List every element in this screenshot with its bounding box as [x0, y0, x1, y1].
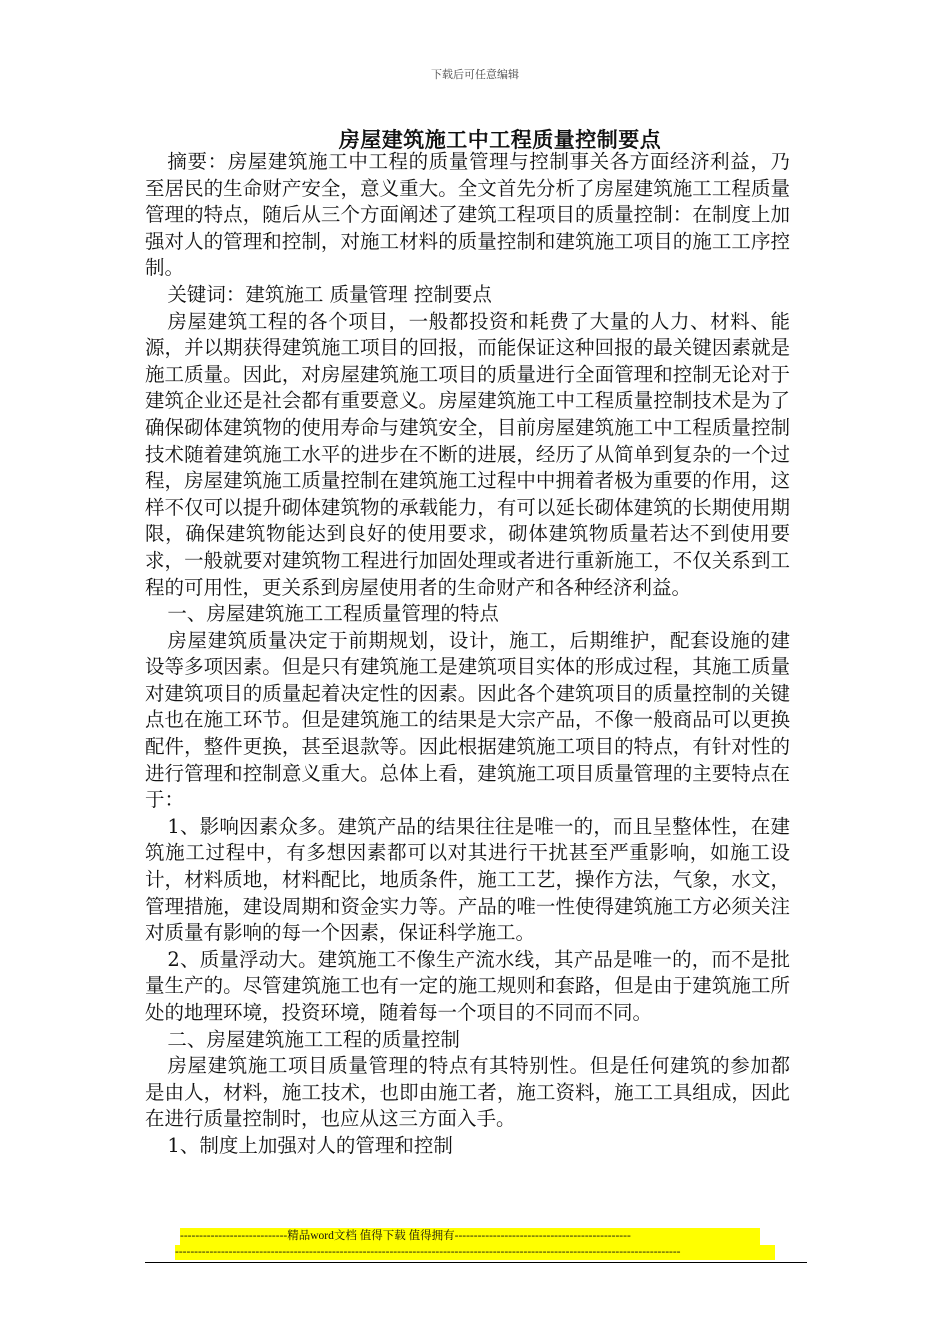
keywords-paragraph: 关键词：建筑施工 质量管理 控制要点 — [167, 282, 492, 306]
footer-rule — [145, 1262, 807, 1263]
subsection-heading-1: 1、制度上加强对人的管理和控制 — [167, 1133, 453, 1157]
abstract-paragraph: 摘要：房屋建筑施工中工程的质量管理与控制事关各方面经济利益，乃至居民的生命财产安全，意义重大。全文首先分析了房屋建筑施工工程质量管理的特点，随后从三个方面阐述了建筑工程项目的质量控制：在制度上加强对人的管理和控制，对施工材料的质量控制和建筑施工项目的施工工序控制。 — [145, 150, 790, 280]
body-paragraph: 房屋建筑质量决定于前期规划，设计，施工，后期维护，配套设施的建设等多项因素。但是只有建筑施工是建筑项目实体的形成过程，其施工质量对建筑项目的质量起着决定性的因素。因此各个建筑项目的质量控制的关键点也在施工环节。但是建筑施工的结果是大宗产品，不像一般商品可以更换配件，整件更换，甚至退款等。因此根据建筑施工项目的特点，有针对性的进行管理和控制意义重大。总体上看，建筑施工项目质量管理的主要特点在于： — [145, 628, 790, 812]
section-heading-1: 一、房屋建筑施工工程质量管理的特点 — [167, 602, 499, 626]
footer-banner-line-2: ------------------------------------------------------------------------------------------------------------------------------------ — [175, 1245, 775, 1260]
body-paragraph: 房屋建筑工程的各个项目，一般都投资和耗费了大量的人力、材料、能源，并以期获得建筑施工项目的回报，而能保证这种回报的最关键因素就是施工质量。因此，对房屋建筑施工项目的质量进行全面管理和控制无论对于建筑企业还是社会都有重要意义。房屋建筑施工中工程质量控制技术是为了确保砌体建筑物的使用寿命与建筑安全，目前房屋建筑施工中工程质量控制技术随着建筑施工水平的进步在不断的进展，经历了从简单到复杂的一个过程，房屋建筑施工质量控制在建筑施工过程中中拥着者极为重要的作用，这样不仅可以提升砌体建筑物的承载能力，有可以延长砌体建筑的长期使用期限，确保建筑物能达到良好的使用要求，砌体建筑物质量若达不到使用要求，一般就要对建筑物工程进行加固处理或者进行重新施工，不仅关系到工程的可用性，更关系到房屋使用者的生命财产和各种经济利益。 — [145, 309, 790, 599]
document-title: 房屋建筑施工中工程质量控制要点 — [338, 127, 662, 152]
section-heading-2: 二、房屋建筑施工工程的质量控制 — [167, 1027, 460, 1051]
list-item-2: 2、质量浮动大。建筑施工不像生产流水线，其产品是唯一的，而不是批量生产的。尽管建筑施工也有一定的施工规则和套路，但是由于建筑施工所处的地理环境，投资环境，随着每一个项目的不同而不同。 — [145, 947, 790, 1024]
body-paragraph: 房屋建筑施工项目质量管理的特点有其特别性。但是任何建筑的参加都是由人，材料，施工技术，也即由施工者，施工资料，施工工具组成，因此在进行质量控制时，也应从这三方面入手。 — [145, 1054, 790, 1131]
page-header: 下载后可任意编辑 — [431, 68, 519, 81]
document-body — [145, 149, 790, 1160]
list-item-1: 1、影响因素众多。建筑产品的结果往往是唯一的，而且呈整体性，在建筑施工过程中，有多想因素都可以对其进行干扰甚至严重影响，如施工设计，材料质地，材料配比，地质条件，施工工艺，操作方法，气象，水文，管理措施，建设周期和资金实力等。产品的唯一性使得建筑施工方必须关注对质量有影响的每一个因素，保证科学施工。 — [145, 814, 790, 945]
footer-banner-line-1: ----------------------------精品word文档 值得下载 值得拥有---------------------------------------------- — [180, 1228, 760, 1245]
